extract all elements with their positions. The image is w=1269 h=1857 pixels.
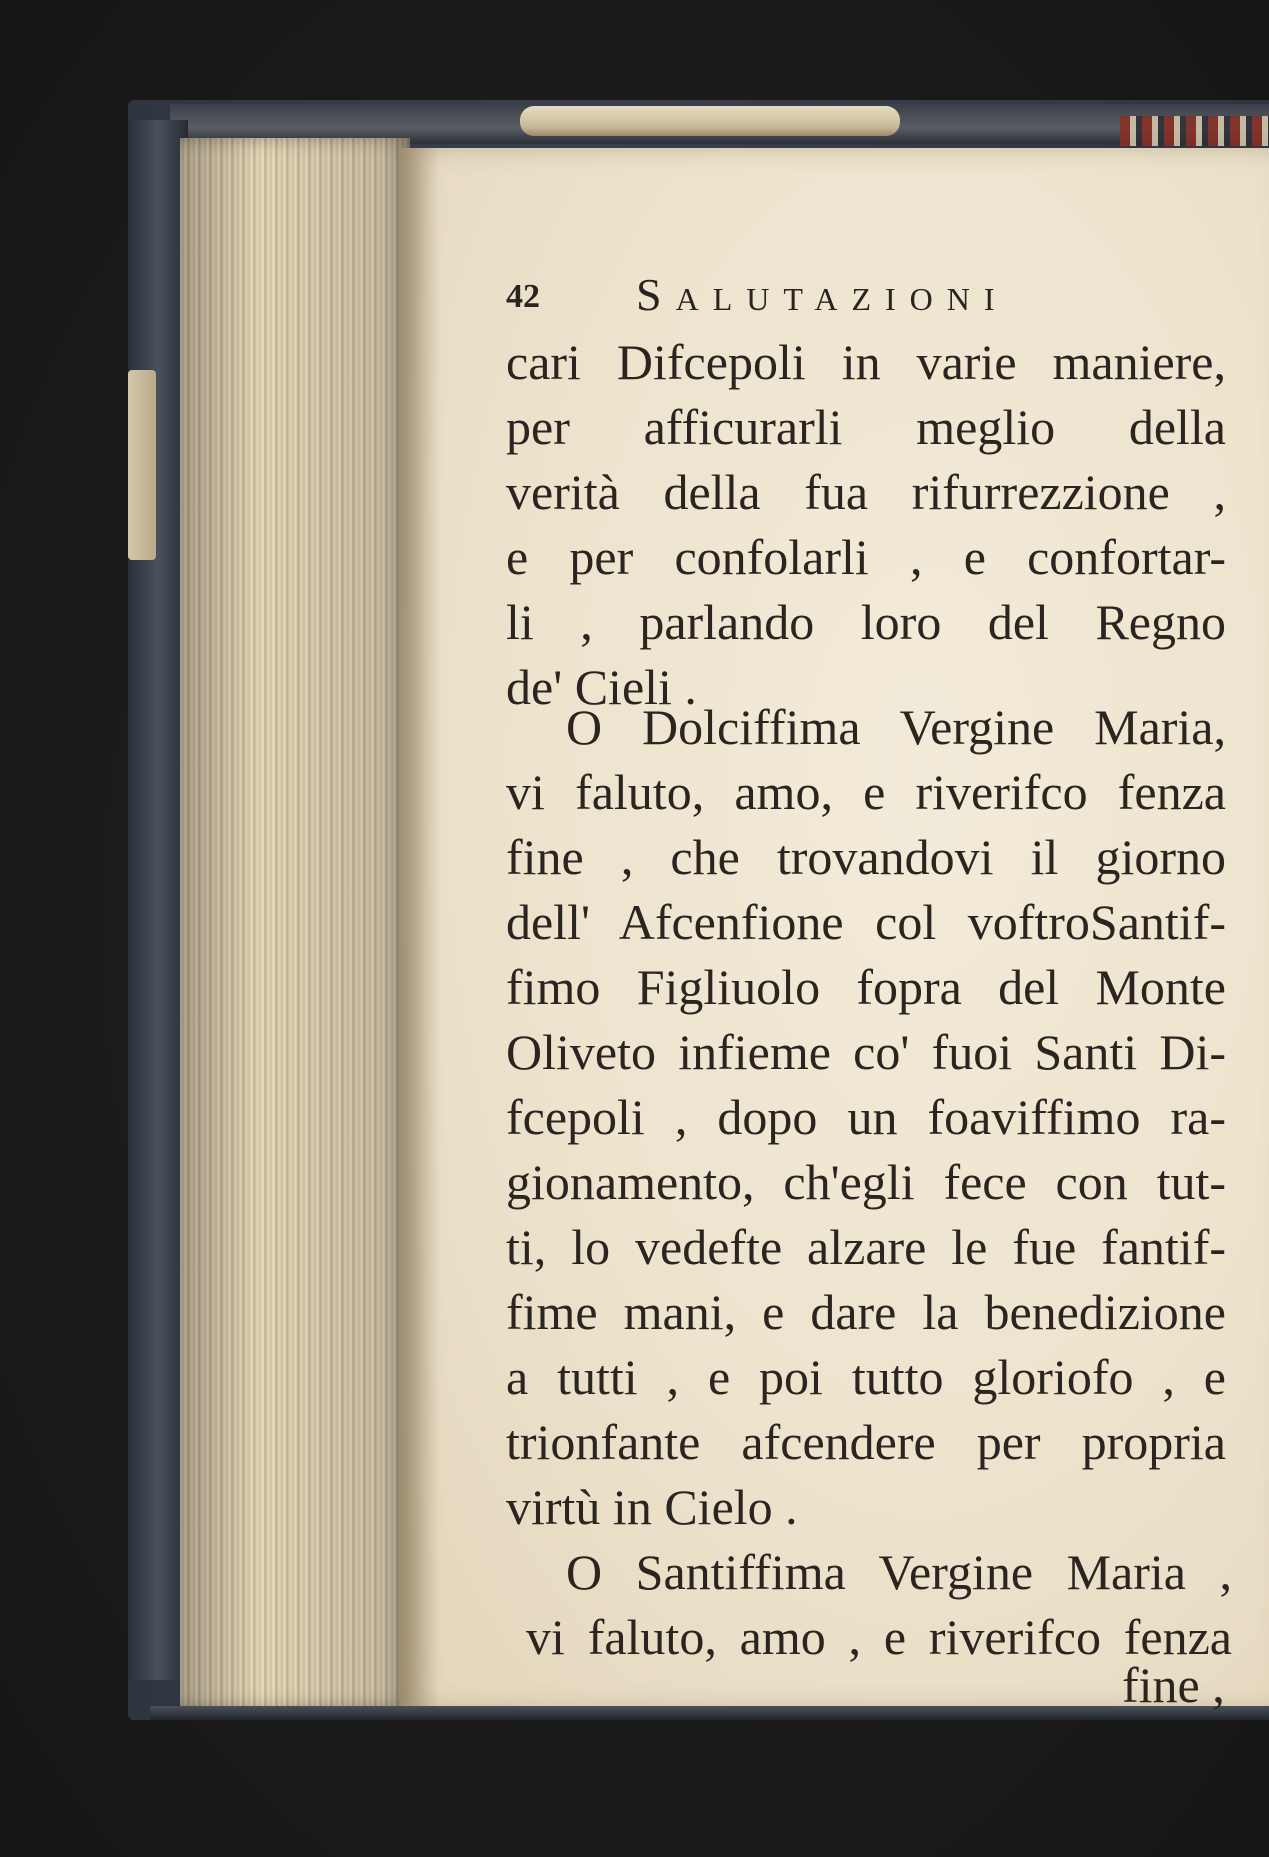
text-line: a tutti , e poi tutto gloriofo , e bbox=[506, 1349, 1226, 1405]
text-line: Oliveto infieme co' fuoi Santi Di- bbox=[506, 1024, 1226, 1080]
headcap bbox=[520, 106, 900, 136]
page-number: 42 bbox=[506, 278, 540, 315]
text-line: O Dolciffima Vergine Maria, bbox=[566, 699, 1226, 755]
text-line: trionfante afcendere per propria bbox=[506, 1414, 1226, 1470]
text-line: fime mani, e dare la benedizione bbox=[506, 1284, 1226, 1340]
text-line: li , parlando loro del Regno bbox=[506, 594, 1226, 650]
text-line: ti, lo vedefte alzare le fue fantif- bbox=[506, 1219, 1226, 1275]
text-line: cari Difcepoli in varie maniere, bbox=[506, 334, 1226, 390]
running-title: Salutazioni bbox=[636, 269, 1009, 320]
text-line: vi faluto, amo, e riverifco fenza bbox=[506, 764, 1226, 820]
text-line: vi faluto, amo , e riverifco fenza bbox=[526, 1609, 1232, 1665]
text-line: virtù in Cielo . bbox=[506, 1479, 798, 1535]
book-spine bbox=[128, 120, 188, 1680]
text-line: per afficurarli meglio della bbox=[506, 399, 1226, 455]
catchword: fine , bbox=[1122, 1657, 1225, 1713]
text-line: fimo Figliuolo fopra del Monte bbox=[506, 959, 1226, 1015]
text-line: de' Cieli . bbox=[506, 659, 697, 715]
spine-label bbox=[128, 370, 156, 560]
text-line: verità della fua rifurrezzione , bbox=[506, 464, 1226, 520]
headband-stripes bbox=[1120, 116, 1269, 146]
text-line: e per confolarli , e confortar- bbox=[506, 529, 1226, 585]
text-line: dell' Afcenfione col voftroSantif- bbox=[506, 894, 1226, 950]
text-line: fcepoli , dopo un foaviffimo ra- bbox=[506, 1089, 1226, 1145]
page-block-shade bbox=[180, 138, 410, 1708]
cover-bottom-edge bbox=[150, 1706, 1269, 1720]
page-header bbox=[506, 268, 1066, 328]
text-line: O Santiffima Vergine Maria , bbox=[566, 1544, 1232, 1600]
text-line: gionamento, ch'egli fece con tut- bbox=[506, 1154, 1226, 1210]
text-line: fine , che trovandovi il giorno bbox=[506, 829, 1226, 885]
page-gutter-shadow bbox=[400, 148, 440, 1710]
